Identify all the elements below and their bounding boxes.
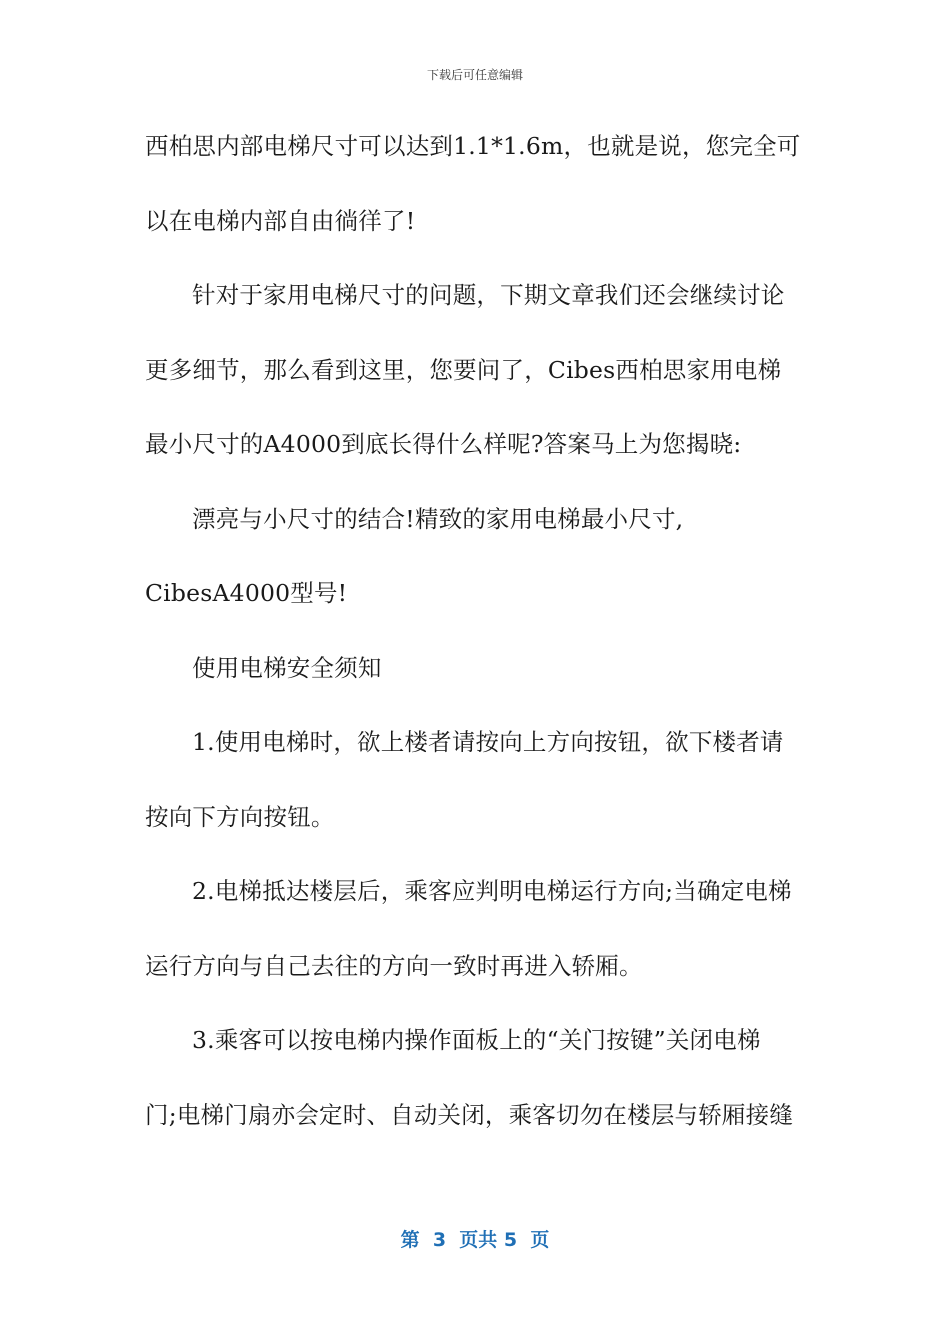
text-line: CibesA4000型号! [145, 579, 348, 607]
text-line: 西柏思内部电梯尺寸可以达到1.1*1.6m，也就是说，您完全可 [145, 132, 801, 160]
text-line: 1.使用电梯时，欲上楼者请按向上方向按钮，欲下楼者请 [192, 728, 784, 756]
text-line: 以在电梯内部自由徜徉了! [145, 206, 416, 235]
section-heading: 使用电梯安全须知 [192, 653, 382, 682]
text-line: 3.乘客可以按电梯内操作面板上的“关门按键”关闭电梯 [192, 1026, 761, 1054]
text-line: 针对于家用电梯尺寸的问题，下期文章我们还会继续讨论 [192, 281, 785, 309]
document-body [145, 120, 810, 1163]
page-number-footer: 第 3 页共 5 页 [400, 1229, 550, 1251]
text-line: 门;电梯门扇亦会定时、自动关闭，乘客切勿在楼层与轿厢接缝 [145, 1100, 794, 1129]
text-line: 2.电梯抵达楼层后，乘客应判明电梯运行方向;当确定电梯 [192, 877, 792, 905]
text-line: 更多细节，那么看到这里，您要问了，Cibes西柏思家用电梯 [145, 355, 782, 384]
text-line: 运行方向与自己去往的方向一致时再进入轿厢。 [145, 951, 643, 980]
header-note: 下载后可任意编辑 [426, 68, 523, 82]
text-line: 漂亮与小尺寸的结合!精致的家用电梯最小尺寸, [192, 504, 684, 533]
text-line: 最小尺寸的A4000到底长得什么样呢?答案马上为您揭晓: [145, 430, 742, 458]
text-line: 按向下方向按钮。 [145, 802, 335, 831]
